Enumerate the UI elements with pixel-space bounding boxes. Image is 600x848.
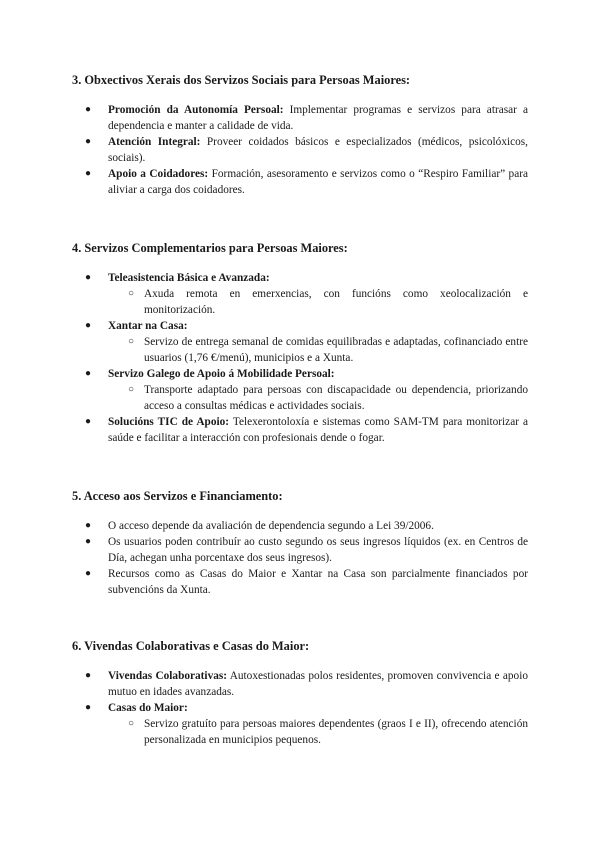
section-objectives <box>72 72 528 198</box>
list-item: ● Vivendas Colaborativas: Autoxestionadas polos residentes, promoven convivencia e apoio mutuo en idades avanzadas. <box>85 670 528 698</box>
bullet-icon: ● <box>85 320 92 331</box>
list-item: ● Xantar na Casa: ○ Servizo de entrega semanal de comidas equilibradas e adaptadas, cofinanciado entre usuarios (1,76 €/menú), municipios e a Xunta. <box>72 318 528 366</box>
section-heading: 3. Obxectivos Xerais dos Servizos Sociais para Persoas Maiores: <box>72 73 411 87</box>
bullet-icon: ● <box>85 568 92 579</box>
sub-list <box>72 382 528 414</box>
sub-list <box>72 334 528 366</box>
sub-list <box>72 716 528 748</box>
list-item: ● Teleasistencia Básica e Avanzada: ○ Axuda remota en emerxencias, con funcións como xeolocalización e monitorización. <box>72 270 528 318</box>
circle-bullet-icon: ○ <box>128 288 135 299</box>
section-complementary-services <box>72 240 528 446</box>
list-item: ● Recursos como as Casas do Maior e Xantar na Casa son parcialmente financiados por subvencións da Xunta. <box>85 568 528 596</box>
circle-bullet-icon: ○ <box>128 718 135 729</box>
bullet-icon: ● <box>85 670 92 681</box>
section-heading: 5. Acceso aos Servizos e Financiamento: <box>72 489 283 503</box>
section-heading: 6. Vivendas Colaborativas e Casas do Maior: <box>72 639 310 653</box>
bullet-icon: ● <box>85 702 92 713</box>
bullet-icon: ● <box>85 136 92 147</box>
list-item: ● Apoio a Coidadores: Formación, asesoramento e servizos como o “Respiro Familiar” para aliviar a carga dos coidadores. <box>85 168 528 196</box>
list-item: ● Servizo Galego de Apoio á Mobilidade Persoal: ○ Transporte adaptado para persoas con discapacidade ou dependencia, priorizando acceso a consultas médicas e actividades sociais. <box>72 366 528 414</box>
bullet-list <box>72 518 528 598</box>
sub-list <box>72 286 528 318</box>
section-access-financing <box>72 488 528 598</box>
bullet-icon: ● <box>85 272 92 283</box>
list-item: ● Atención Integral: Proveer coidados básicos e especializados (médicos, psicolóxicos, sociais). <box>85 136 528 164</box>
section-heading: 4. Servizos Complementarios para Persoas Maiores: <box>72 241 348 255</box>
bullet-icon: ● <box>85 416 92 427</box>
list-item: ● Promoción da Autonomía Persoal: Implementar programas e servizos para atrasar a dependencia e manter a calidade de vida. <box>85 104 528 132</box>
list-item: ● Solucións TIC de Apoio: Telexerontoloxía e sistemas como SAM-TM para monitorizar a saúde e facilitar a interacción con profesionais dende o fogar. <box>85 416 528 444</box>
bullet-list <box>72 270 528 446</box>
bullet-icon: ● <box>85 536 92 547</box>
list-item: ● Casas do Maior: ○ Servizo gratuíto para persoas maiores dependentes (graos I e II), ofrecendo atención personalizada en municipios pequenos. <box>72 700 528 748</box>
list-item: ● Os usuarios poden contribuír ao custo segundo os seus ingresos líquidos (ex. en Centros de Día, achegan unha porcentaxe dos seus ingresos). <box>85 536 528 564</box>
bullet-icon: ● <box>85 104 92 115</box>
bullet-icon: ● <box>85 520 92 531</box>
sub-list-item: ○ Transporte adaptado para persoas con discapacidade ou dependencia, priorizando acceso a consultas médicas e actividades sociais. <box>128 384 528 412</box>
sub-list-item: ○ Servizo de entrega semanal de comidas equilibradas e adaptadas, cofinanciado entre usuarios (1,76 €/menú), municipios e a Xunta. <box>128 336 528 364</box>
list-item: ● O acceso depende da avaliación de dependencia segundo a Lei 39/2006. <box>85 520 434 532</box>
bullet-list <box>72 668 528 748</box>
sub-list-item: ○ Servizo gratuíto para persoas maiores dependentes (graos I e II), ofrecendo atención personalizada en municipios pequenos. <box>128 718 528 746</box>
circle-bullet-icon: ○ <box>128 336 135 347</box>
bullet-icon: ● <box>85 168 92 179</box>
bullet-list <box>72 102 528 198</box>
circle-bullet-icon: ○ <box>128 384 135 395</box>
sub-list-item: ○ Axuda remota en emerxencias, con funcións como xeolocalización e monitorización. <box>128 288 528 316</box>
section-collaborative-housing <box>72 638 528 748</box>
bullet-icon: ● <box>85 368 92 379</box>
